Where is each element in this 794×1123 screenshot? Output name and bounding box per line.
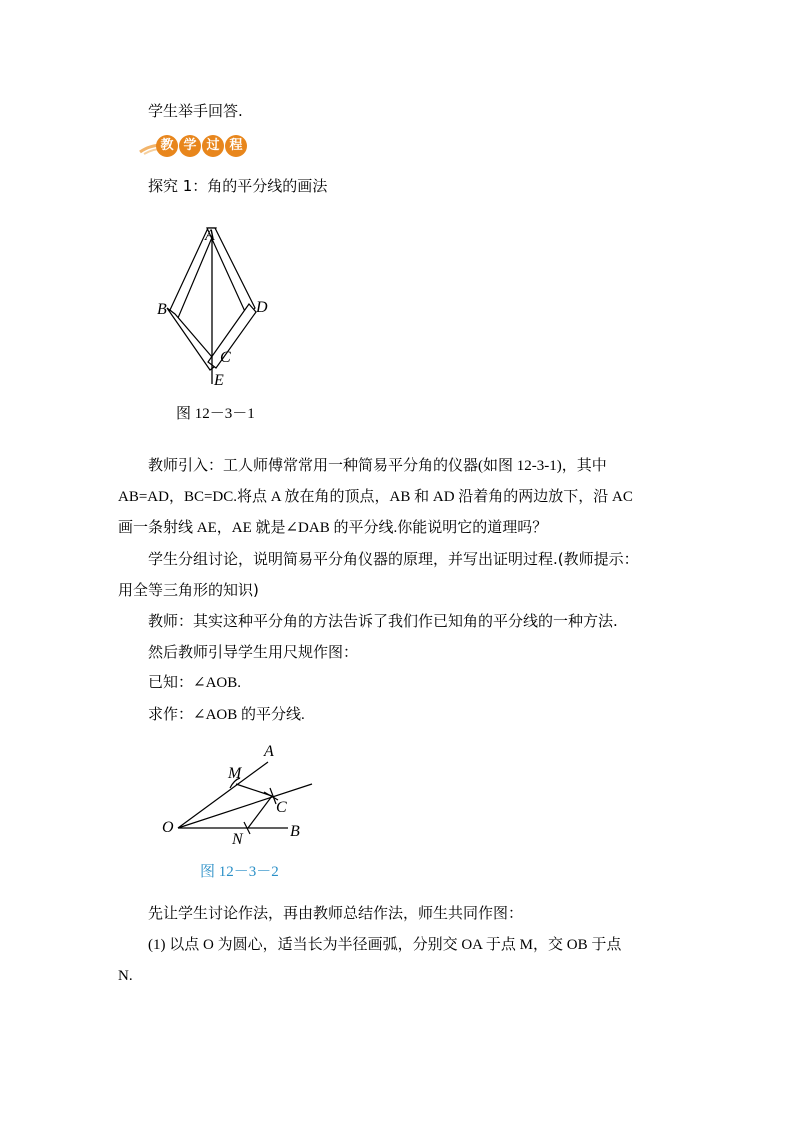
figure1-caption: 图 12－3－1 [176,406,255,422]
figure-angle-bisector-instrument [150,222,280,392]
intro-line-3: 画一条射线 AE，AE 就是∠DAB 的平分线.你能说明它的道理吗？ [118,520,548,536]
label-b: B [157,301,167,318]
step1-line-2: N. [118,968,133,984]
label-e: E [214,372,224,389]
label-a2: A [264,743,274,760]
label-c: C [220,349,231,366]
label-a: A [205,227,215,244]
guide-line: 然后教师引导学生用尺规作图： [148,643,359,661]
ray-oc [178,784,312,828]
section-badge [138,134,242,160]
step1-line-1: (1) 以点 O 为圆心，适当长为半径画弧，分别交 OA 于点 M，交 OB 于点 [148,937,622,953]
badge-char-4: 程 [225,135,247,157]
discuss-line-1: 学生分组讨论，说明简易平分角仪器的原理，并写出证明过程.(教师提示： [148,550,639,568]
label-c2: C [276,799,287,816]
label-b2: B [290,823,300,840]
discuss-line-2: 用全等三角形的知识) [118,581,259,599]
teacher-line: 教师：其实这种平分角的方法告诉了我们作已知角的平分线的一种方法. [148,612,618,630]
label-n: N [232,831,243,846]
figure2-caption: 图 12－3－2 [200,864,279,880]
explore-title: 探究 1：角的平分线的画法 [148,177,328,195]
segment-mc [236,784,272,796]
method-line: 先让学生讨论作法，再由教师总结作法，师生共同作图： [148,904,524,922]
find-line: 求作：∠AOB 的平分线. [148,707,305,723]
label-o: O [162,819,174,836]
badge-char-1: 教 [156,135,178,157]
badge-char-2: 学 [179,135,201,157]
figure-construction [160,738,320,846]
intro-line-1: 教师引入：工人师傅常常用一种简易平分角的仪器(如图 12-3-1)，其中 [148,458,607,474]
known-line: 已知：∠AOB. [148,675,241,691]
badge-char-3: 过 [202,135,224,157]
intro-line-2: AB=AD，BC=DC.将点 A 放在角的顶点，AB 和 AD 沿着角的两边放下，沿 AC [118,489,633,505]
ray-oa [178,762,268,828]
label-d: D [256,299,268,316]
label-m: M [228,765,242,782]
line-student-answer: 学生举手回答. [148,102,243,120]
rod-dc [208,304,256,368]
